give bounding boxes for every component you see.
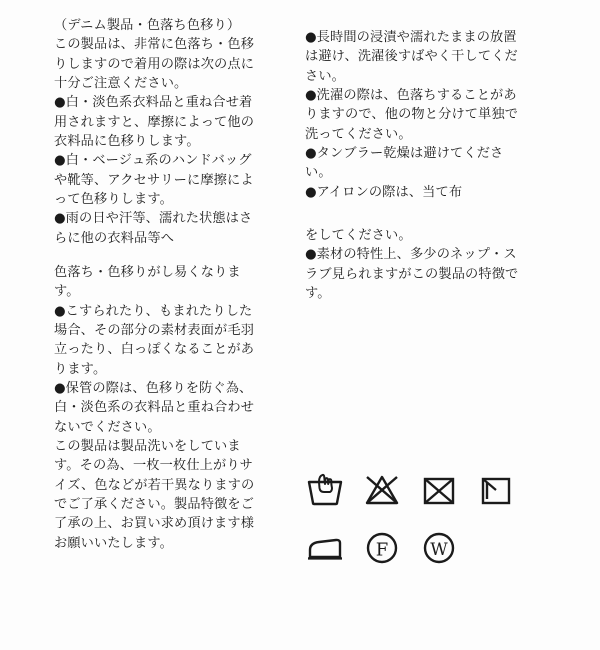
paragraph-rain-sweat: ●雨の日や汗等、濡れた状態はさらに他の衣料品等へ	[54, 211, 253, 246]
dry-clean-petroleum-symbol	[362, 528, 402, 568]
paragraph-nep-slub-note: ●素材の特性上、多少のネップ・スラブ見られますがこの製品の特徴です。	[305, 247, 519, 301]
paragraph-no-tumble-dry: ●タンブラー乾燥は避けてください。	[305, 145, 504, 181]
no-tumble-dry-symbol	[419, 470, 459, 510]
paragraph-iron-press-cloth-cont: をしてください。	[305, 227, 412, 243]
paragraph-caution-intro: この製品は、非常に色落ち・色移りしますので着用の際は次の点に十分ご注意ください。	[54, 37, 255, 91]
svg-text:F: F	[375, 539, 389, 561]
paragraph-wash-separately: ●洗濯の際は、色落ちすることがありますので、他の物と分けて単独で洗ってください。	[305, 87, 519, 142]
paragraph-color-transfer-easier: 色落ち・色移りがし易くなります。	[54, 264, 241, 300]
line-dry-symbol	[476, 470, 516, 510]
paragraph-bag-shoe-transfer: ●白・ベージュ系のハンドバッグや靴等、アクセサリーに摩擦によって色移りします。	[54, 153, 254, 207]
care-symbol-group	[305, 470, 520, 586]
spacer-left-1	[54, 248, 264, 263]
no-bleach-symbol	[362, 470, 402, 510]
paragraph-storage-advice: ●保管の際は、色移りを防ぐ為、白・淡色系の衣料品と重ね合わせないでください。	[54, 380, 255, 435]
right-text-column	[305, 0, 520, 303]
paragraph-no-soaking: ●長時間の浸漬や濡れたままの放置は避け、洗濯後すばやく干してください。	[305, 30, 518, 84]
paragraph-rubbing-fuzz: ●こすられたり、もまれたりした場合、その部分の素材表面が毛羽立ったり、白っぽくなることがあります。	[54, 303, 255, 377]
iron-low-temp-symbol	[305, 528, 345, 568]
paragraph-denim-heading: （デニム製品・色落ち色移り）	[54, 18, 241, 33]
paragraph-light-color-transfer: ●白・淡色系衣料品と重ね合せ着用されますと、摩擦によって他の衣料品に色移りします。	[54, 95, 255, 149]
wet-clean-symbol	[419, 528, 459, 568]
care-symbol-row-2	[305, 528, 520, 568]
care-symbol-row-1	[305, 470, 520, 510]
paragraph-garment-wash-note: この製品は製品洗いをしています。その為、一枚一枚仕上がりサイズ、色などが若干異なりますのでご了承ください。製品特徴をご了承の上、お買い求め頂けます様お願いいたします。	[54, 438, 255, 551]
svg-text:W: W	[430, 540, 448, 560]
left-text-column	[54, 0, 264, 553]
spacer-right-1	[305, 202, 520, 226]
hand-wash-symbol	[305, 470, 345, 510]
paragraph-iron-press-cloth: ●アイロンの際は、当て布	[305, 184, 463, 200]
